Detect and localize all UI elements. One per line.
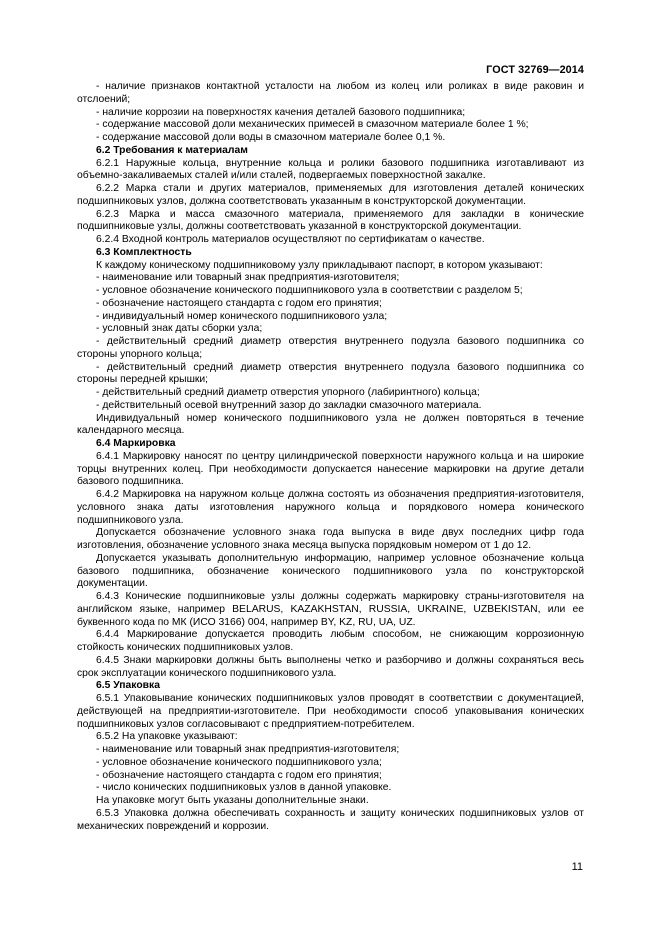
paragraph: - условный знак даты сборки узла; — [96, 323, 263, 335]
paragraph: Допускается указывать дополнительную информацию, например условное обозначение кольца базового подшипника, обозначение конического подшипникового узла по конструкторской документации. — [77, 552, 584, 590]
paragraph: 6.5.1 Упаковывание конических подшипниковых узлов проводят в соответствии с документацией, действующей на предприятии-изготовителе. При необходимости способ упаковывания конических подшипниковых узлов согласовывают с предприятием-потребителем. — [77, 693, 584, 730]
paragraph: - действительный осевой внутренний зазор до закладки смазочного материала. — [96, 399, 482, 411]
paragraph: - индивидуальный номер конического подшипникового узла; — [96, 310, 388, 322]
paragraph: - наименование или товарный знак предприятия-изготовителя; — [96, 272, 400, 284]
paragraph: К каждому коническому подшипниковому узлу прикладывают паспорт, в котором указывают: — [96, 259, 543, 271]
paragraph: - действительный средний диаметр отверстия упорного (лабиринтного) кольца; — [96, 387, 480, 398]
section-heading: 6.3 Комплектность — [96, 246, 192, 258]
paragraph: Допускается обозначение условного знака года выпуска в виде двух последних цифр года изготовления, обозначение условного знака месяца выпуска порядковым номером от 1 до 12. — [77, 527, 584, 551]
paragraph: - действительный средний диаметр отверстия внутреннего подузла базового подшипника со стороны передней крышки; — [77, 361, 584, 386]
paragraph: Индивидуальный номер конического подшипникового узла не должен повторяться в течение календарного месяца. — [77, 412, 584, 437]
paragraph: - наименование или товарный знак предприятия-изготовителя; — [96, 744, 400, 755]
standard-code-header: ГОСТ 32769—2014 — [486, 64, 584, 76]
paragraph: - наличие коррозии на поверхностях качения деталей базового подшипника; — [96, 106, 466, 118]
paragraph: - число конических подшипниковых узлов в данной упаковке. — [96, 782, 392, 794]
document-body — [77, 81, 584, 833]
paragraph: - наличие признаков контактной усталости на любом из колец или роликах в виде раковин и отслоений; — [77, 81, 584, 105]
paragraph: 6.2.1 Наружные кольца, внутренние кольца и ролики базового подшипника изготавливают из объемно-закаливаемых сталей и/или сталей, подвергаемых поверхностной закалке. — [77, 157, 584, 182]
paragraph: 6.4.5 Знаки маркировки должны быть выполнены четко и разборчиво и должны сохраняться весь срок эксплуатации конического подшипникового узла. — [77, 654, 584, 679]
paragraph: 6.4.2 Маркировка на наружном кольце должна состоять из обозначения предприятия-изготовителя, условного знака даты изготовления наружного кольца и порядкового номера конического подшипникового узла. — [77, 489, 584, 526]
section-heading: 6.2 Требования к материалам — [96, 144, 248, 156]
paragraph: 6.4.1 Маркировку наносят по центру цилиндрической поверхности наружного кольца и на широкие торцы внутренних колец. При необходимости допускается нанесение маркировки на другие детали базового подшипника. — [77, 450, 584, 488]
paragraph: 6.2.4 Входной контроль материалов осуществляют по сертификатам о качестве. — [96, 234, 485, 245]
paragraph: 6.5.3 Упаковка должна обеспечивать сохранность и защиту конических подшипниковых узлов от механических повреждений и коррозии. — [77, 807, 584, 832]
paragraph: - содержание массовой доли механических примесей в смазочном материале более 1 %; — [96, 119, 529, 131]
paragraph: 6.5.2 На упаковке указывают: — [96, 731, 238, 743]
paragraph: - условное обозначение конического подшипникового узла; — [96, 756, 382, 768]
paragraph: 6.4.3 Конические подшипниковые узлы должны содержать маркировку страны-изготовителя на английском языке, например BELARUS, KAZAKHSTAN, RUSSIA, UKRAINE, UZBEKISTAN, или ее буквенного кода по МК (ИСО 3166) 004, например BY, KZ, RU, UA, UZ. — [77, 591, 584, 628]
page-number: 11 — [571, 861, 583, 873]
paragraph: - содержание массовой доли воды в смазочном материале более 0,1 %. — [96, 132, 446, 143]
paragraph: - действительный средний диаметр отверстия внутреннего подузла базового подшипника со стороны упорного кольца; — [77, 336, 584, 360]
paragraph: На упаковке могут быть указаны дополнительные знаки. — [96, 795, 369, 806]
section-heading: 6.5 Упаковка — [96, 680, 160, 692]
paragraph: 6.2.2 Марка стали и других материалов, применяемых для изготовления деталей конических подшипниковых узлов, должна соответствовать указанным в конструкторской документации. — [77, 183, 584, 207]
paragraph: - обозначение настоящего стандарта с годом его принятия; — [96, 297, 382, 309]
paragraph: - условное обозначение конического подшипникового узла в соответствии с разделом 5; — [96, 285, 523, 296]
paragraph: 6.2.3 Марка и масса смазочного материала, применяемого для закладки в конические подшипниковые узлы, должны соответствовать указанной в конструкторской документации. — [77, 208, 584, 233]
paragraph: - обозначение настоящего стандарта с годом его принятия; — [96, 769, 382, 781]
section-heading: 6.4 Маркировка — [96, 438, 176, 449]
paragraph: 6.4.4 Маркирование допускается проводить любым способом, не снижающим коррозионную стойкость конических подшипниковых узлов. — [77, 629, 584, 653]
